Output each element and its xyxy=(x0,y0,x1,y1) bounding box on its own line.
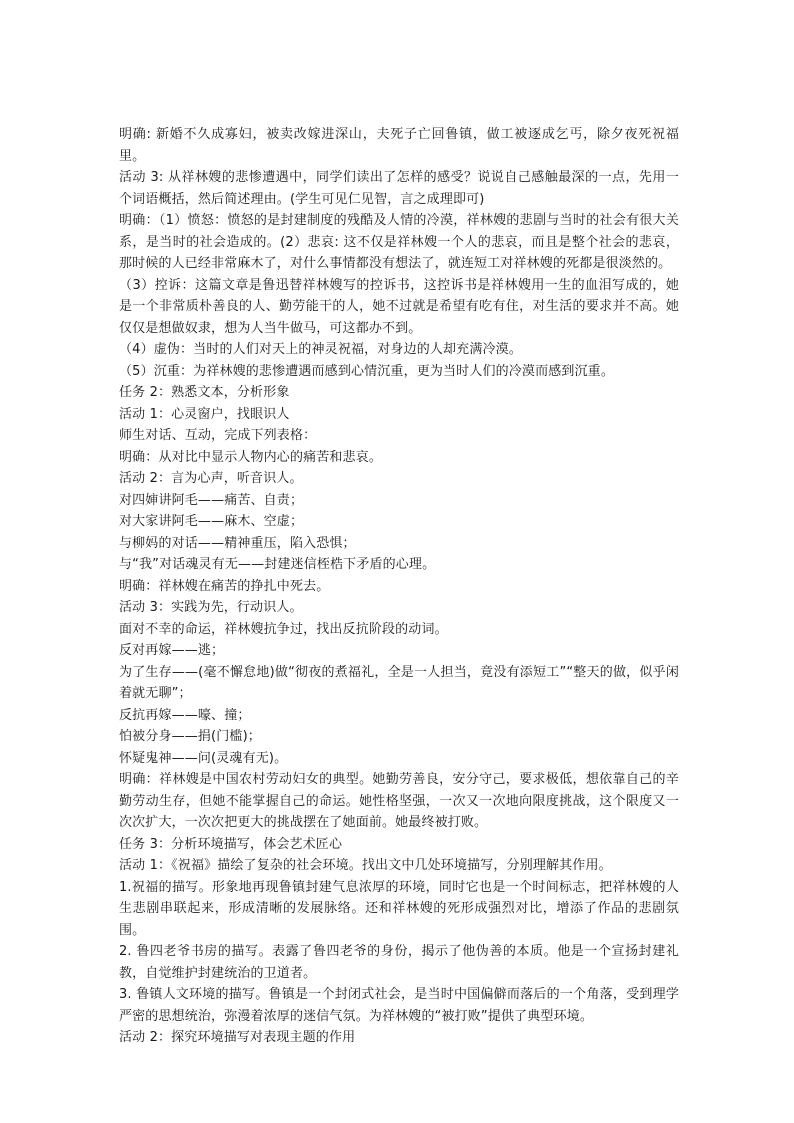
paragraph: 明确：从对比中显示人物内心的痛苦和悲哀。 xyxy=(119,449,383,465)
list-item: 为了生存——(毫不懈怠地)做“彻夜的煮福礼，全是一人担当，竟没有添短工”“整天的做，似乎闲着就无聊”； xyxy=(119,664,679,701)
list-item: 与“我”对话魂灵有无——封建迷信桎梏下矛盾的心理。 xyxy=(119,557,436,572)
activity-heading: 活动 1：《祝福》描绘了复杂的社会环境。找出文中几处环境描写，分别理解其作用。 xyxy=(119,858,612,873)
activity-heading: 活动 2：言为心声，听音识人。 xyxy=(119,471,303,486)
paragraph: 面对不幸的命运，祥林嫂抗争过，找出反抗阶段的动词。 xyxy=(119,621,448,637)
paragraph: 明确：祥林嫂是中国农村劳动妇女的典型。她勤劳善良，安分守己，要求极低，想依靠自己的辛勤劳动生存，但她不能掌握自己的命运。她性格坚强，一次又一次地向限度挑战，这个限度又一次次扩大，一次次把更大的挑战摆在了她面前。她最终被打败。 xyxy=(119,772,679,830)
paragraph: 明确：（1）愤怒：愤怒的是封建制度的残酷及人情的冷漠，祥林嫂的悲剧与当时的社会有很大关系，是当时的社会造成的。(2）悲哀: 这不仅是祥林嫂一个人的悲哀，而且是整个社会的悲哀，那时候的人已经非常麻木了，对什么事情都没有想法了，就连短工对祥林嫂的死都是很淡然的。 xyxy=(119,213,679,271)
list-item: 与柳妈的对话——精神重压，陷入恐惧； xyxy=(119,535,356,551)
paragraph: 明确：祥林嫂在痛苦的挣扎中死去。 xyxy=(119,578,330,594)
paragraph: 3. 鲁镇人文环境的描写。鲁镇是一个封闭式社会，是当时中国偏僻而落后的一个角落，受到理学严密的思想统治，弥漫着浓厚的迷信气氛。为祥林嫂的“被打败”提供了典型环境。 xyxy=(119,987,679,1024)
list-item: 反抗再嫁——嚎、撞； xyxy=(119,707,251,723)
list-item: 怀疑鬼神——问(灵魂有无)。 xyxy=(119,750,288,766)
list-item: 对四婶讲阿毛——痛苦、自责； xyxy=(119,492,304,508)
paragraph: 活动 3: 从祥林嫂的悲惨遭遇中，同学们读出了怎样的感受？说说自己感触最深的一点，先用一个词语概括，然后简述理由。(学生可见仁见智，言之成理即可) xyxy=(119,170,679,207)
activity-heading: 活动 1：心灵窗户，找眼识人 xyxy=(119,406,290,422)
activity-heading: 活动 3：实践为先，行动识人。 xyxy=(119,600,303,615)
section-heading: 任务 3：分析环境描写，体会艺术匠心 xyxy=(119,836,343,852)
paragraph: 师生对话、互动，完成下列表格： xyxy=(119,428,317,443)
list-item: 怕被分身——捐(门槛)； xyxy=(119,729,261,744)
document-body xyxy=(119,124,679,1049)
activity-heading: 活动 2：探究环境描写对表现主题的作用 xyxy=(119,1030,356,1045)
paragraph: （3）控诉：这篇文章是鲁迅替祥林嫂写的控诉书，这控诉书是祥林嫂用一生的血泪写成的，她是一个非常质朴善良的人、勤劳能干的人，她不过就是希望有吃有住，对生活的要求并不高。她仅仅是想做奴隶，想为人当牛做马，可这都办不到。 xyxy=(119,277,679,336)
paragraph: （5）沉重：为祥林嫂的悲惨遭遇而感到心情沉重，更为当时人们的冷漠而感到沉重。 xyxy=(119,363,614,379)
section-heading: 任务 2：熟悉文本，分析形象 xyxy=(119,385,290,400)
paragraph: （4）虚伪：当时的人们对天上的神灵祝福，对身边的人却充满冷漠。 xyxy=(119,342,522,357)
paragraph: 明确: 新婚不久成寡妇，被卖改嫁进深山，夫死子亡回鲁镇，做工被逐成乞丐，除夕夜死祝福里。 xyxy=(119,127,679,164)
list-item: 对大家讲阿毛——麻木、空虚； xyxy=(119,514,304,529)
paragraph: 1.祝福的描写。形象地再现鲁镇封建气息浓厚的环境，同时它也是一个时间标志，把祥林嫂的人生悲剧串联起来，形成清晰的发展脉络。还和祥林嫂的死形成强烈对比，增添了作品的悲剧氛围。 xyxy=(119,879,679,938)
paragraph: 2. 鲁四老爷书房的描写。表露了鲁四老爷的身份，揭示了他伪善的本质。他是一个宣扬封建礼教，自觉维护封建统治的卫道者。 xyxy=(119,944,679,981)
list-item: 反对再嫁——逃； xyxy=(119,643,225,658)
